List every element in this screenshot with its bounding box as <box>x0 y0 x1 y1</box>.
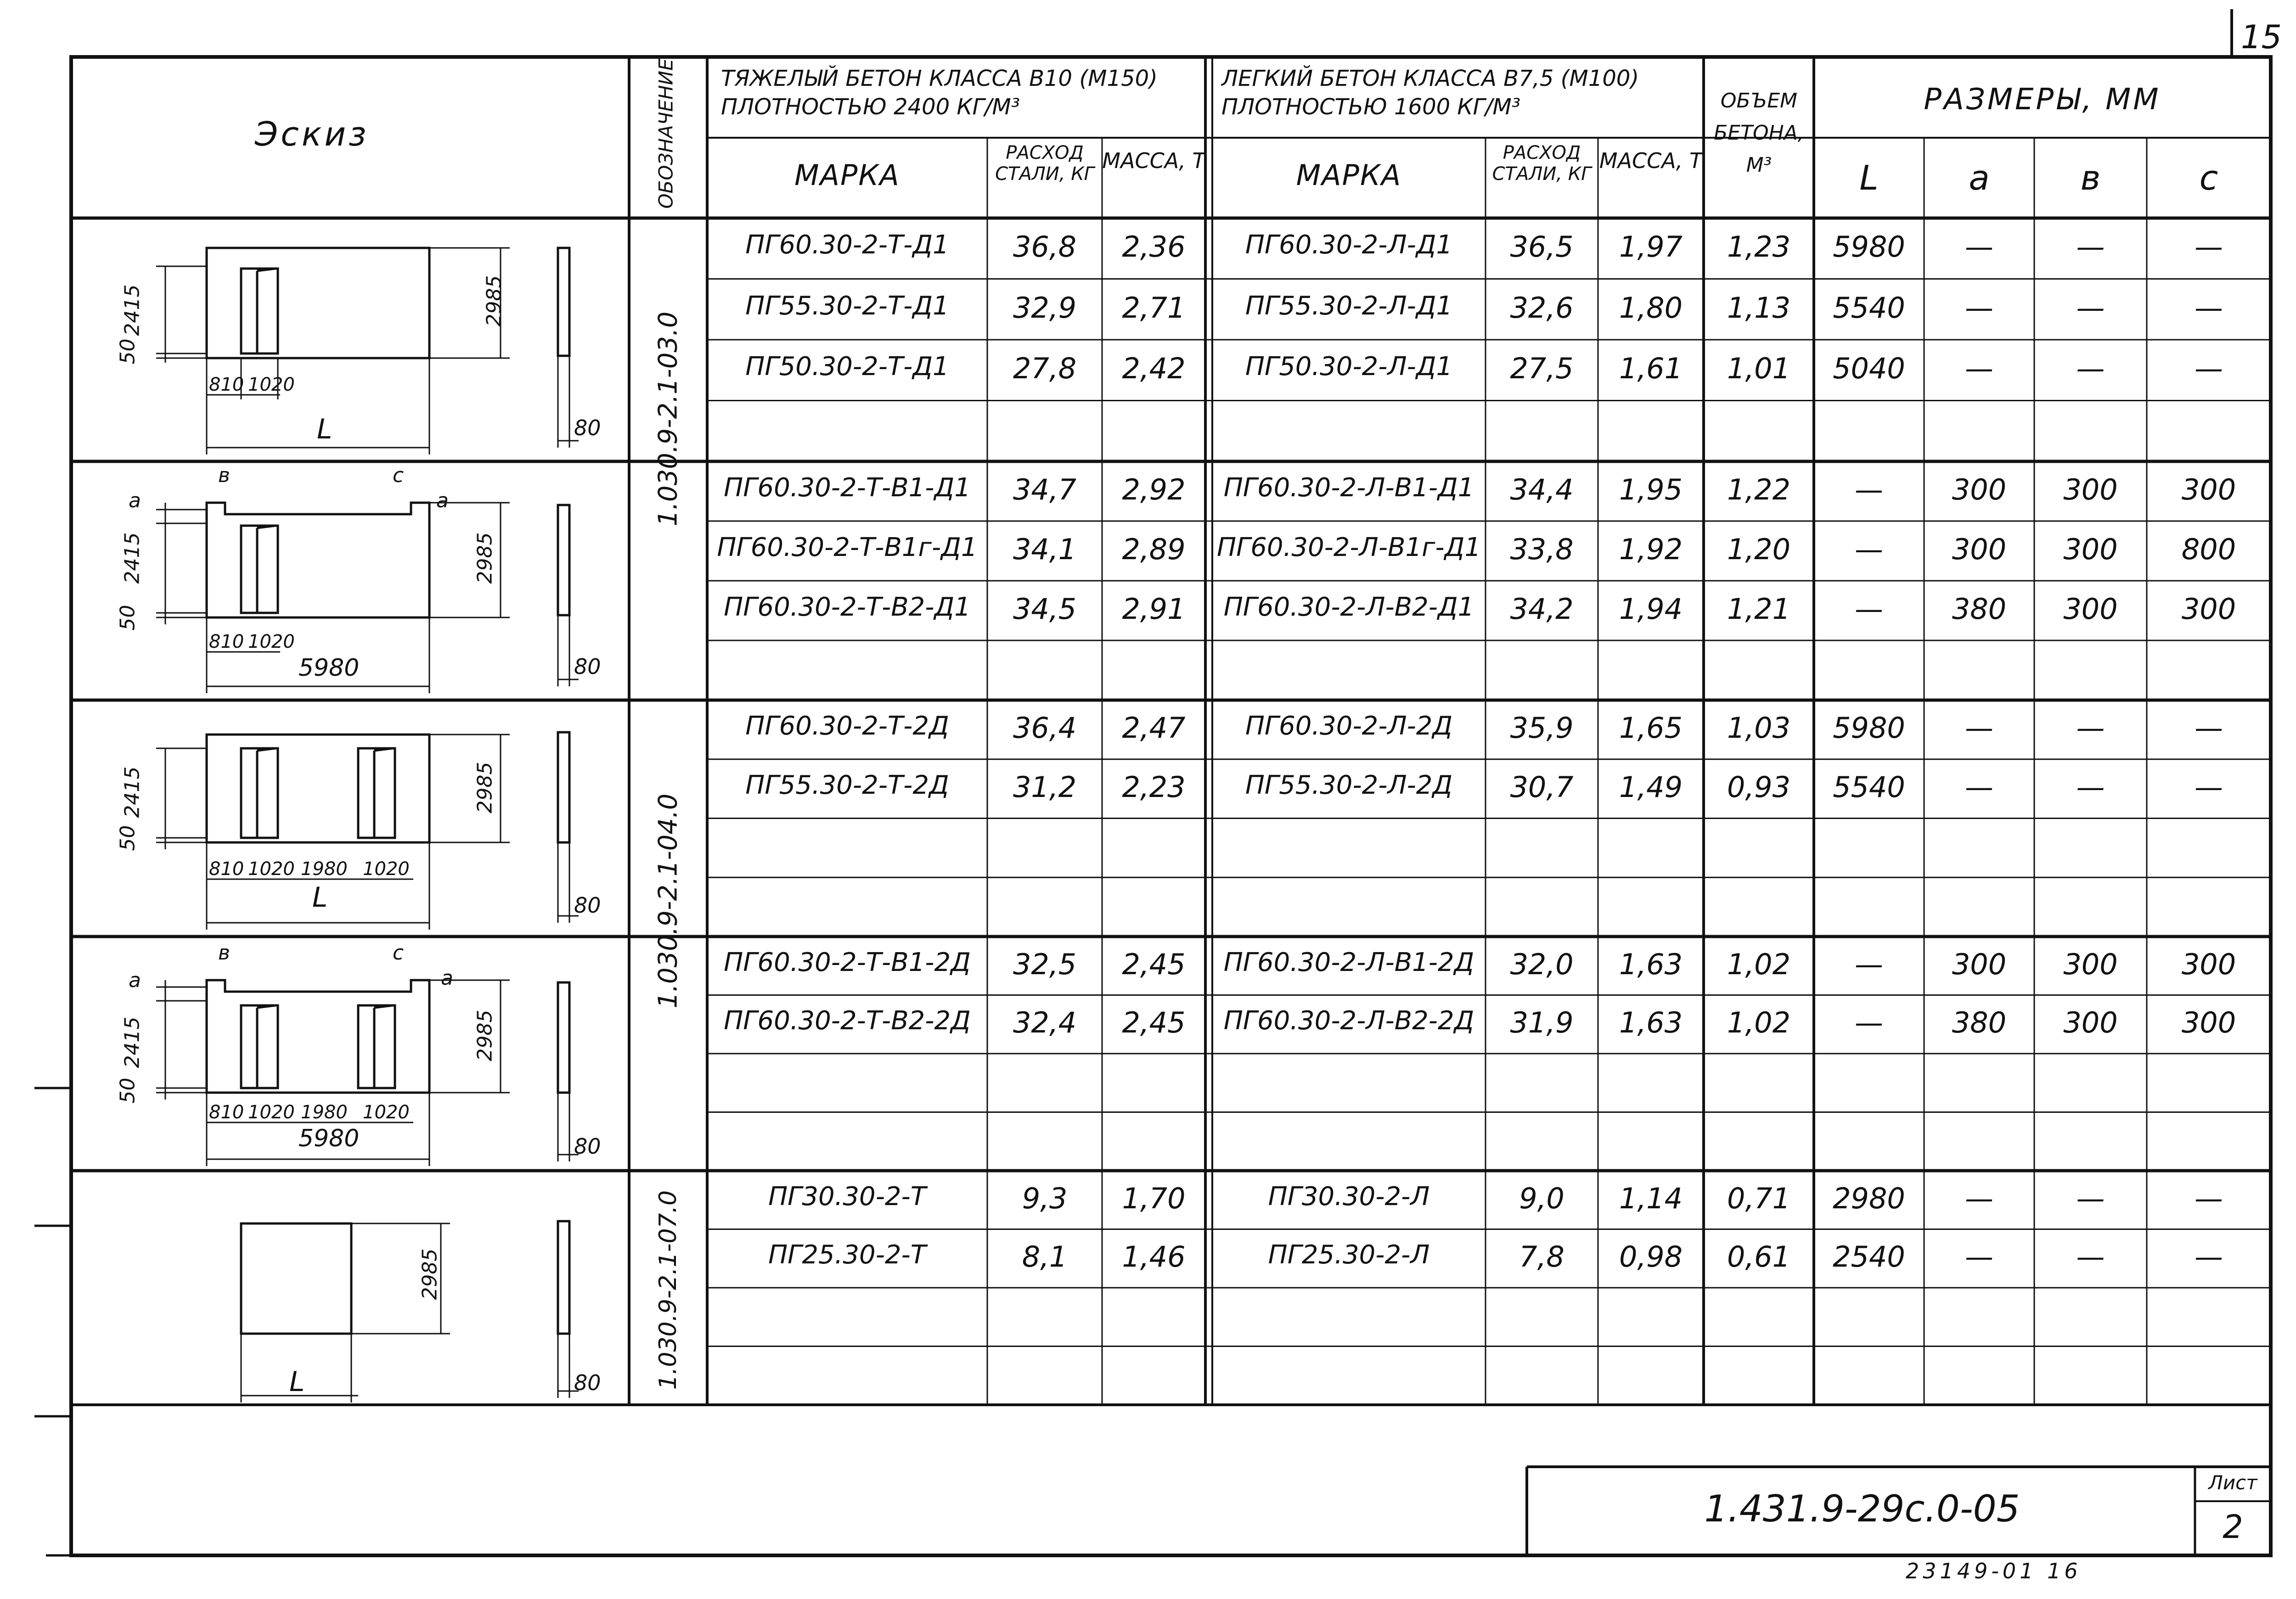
dim-b: в <box>218 941 230 965</box>
footer-number: 23149-01 16 <box>1906 1559 2082 1583</box>
cell-dim-c: — <box>2195 1181 2223 1215</box>
header-light-concrete: ЛЕГКИЙ БЕТОН КЛАССА В7,5 (М100) ПЛОТНОСТЬЮ 1600 КГ/М³ <box>1221 66 1639 120</box>
cell-mark-light: ПГ60.30-2-Л-2Д <box>1245 711 1453 741</box>
cell-mark-light: ПГ60.30-2-Л-В2-2Д <box>1223 1006 1474 1036</box>
title-code: 1.431.9-29с.0-05 <box>1704 1487 2020 1530</box>
dim-2415: 2415 <box>120 532 144 584</box>
cell-dim-c: 300 <box>2181 592 2236 626</box>
sheet-corner-number: 15 <box>2241 18 2282 56</box>
cell-dim-a: 300 <box>1952 473 2007 506</box>
cell-dim-b: — <box>2076 291 2105 325</box>
dim-1020: 1020 <box>248 1102 295 1123</box>
cell-mark-heavy: ПГ60.30-2-Т-В2-2Д <box>724 1006 971 1036</box>
header-mass-light: МАССА, Т <box>1599 148 1703 173</box>
header-dim-c: c <box>2199 158 2218 198</box>
dim-80: 80 <box>574 893 601 918</box>
cell-mark-heavy: ПГ25.30-2-Т <box>768 1240 926 1270</box>
cell-mass-light: 1,14 <box>1619 1181 1683 1215</box>
sketch-panel-4 <box>156 980 579 1166</box>
cell-steel-heavy: 8,1 <box>1022 1240 1068 1274</box>
dim-a: a <box>129 489 141 512</box>
cell-dim-c: 300 <box>2181 947 2236 981</box>
sketch-panel-1 <box>156 248 579 454</box>
cell-volume: 1,01 <box>1727 352 1791 386</box>
cell-dim-b: 300 <box>2063 947 2118 981</box>
header-volume: ОБЪЕМ БЕТОНА, М³ <box>1714 89 1804 177</box>
cell-steel-light: 7,8 <box>1519 1240 1564 1274</box>
cell-mass-heavy: 2,45 <box>1122 947 1186 981</box>
dim-L: L <box>312 881 328 914</box>
cell-mark-light: ПГ30.30-2-Л <box>1268 1181 1430 1212</box>
cell-dim-b: — <box>2076 1181 2105 1215</box>
cell-dim-L: 5040 <box>1833 352 1905 386</box>
cell-dim-a: 380 <box>1952 1006 2007 1040</box>
cell-dim-c: — <box>2195 770 2223 804</box>
group-designation: 1.030.9-2.1-07.0 <box>654 1190 682 1390</box>
cell-dim-L: — <box>1855 533 1883 566</box>
cell-dim-c: — <box>2195 291 2223 325</box>
sketch-panel-3 <box>156 732 579 930</box>
group-designation: 1.030.9-2.1-03.0 <box>653 311 683 527</box>
cell-mark-heavy: ПГ60.30-2-Т-2Д <box>745 711 949 741</box>
cell-mark-light: ПГ60.30-2-Л-Д1 <box>1245 230 1453 260</box>
header-mass-heavy: МАССА, Т <box>1102 148 1205 173</box>
cell-steel-light: 31,9 <box>1510 1006 1574 1040</box>
cell-mark-heavy: ПГ60.30-2-Т-В1-Д1 <box>724 473 971 503</box>
cell-mark-heavy: ПГ55.30-2-Т-Д1 <box>745 291 949 321</box>
cell-mark-light: ПГ55.30-2-Л-2Д <box>1245 770 1453 801</box>
dim-810: 810 <box>209 1102 244 1123</box>
cell-mark-heavy: ПГ60.30-2-Т-В1г-Д1 <box>717 533 978 562</box>
cell-mass-light: 1,61 <box>1619 352 1683 386</box>
cell-dim-c: 300 <box>2181 473 2236 506</box>
cell-mass-light: 1,63 <box>1619 947 1683 981</box>
cell-mark-heavy: ПГ60.30-2-Т-В2-Д1 <box>724 592 971 622</box>
dim-1980: 1980 <box>301 1102 348 1123</box>
sketch-panel-2 <box>156 503 579 693</box>
cell-mass-heavy: 1,46 <box>1122 1240 1186 1274</box>
cell-steel-light: 32,6 <box>1510 291 1574 325</box>
cell-steel-heavy: 32,5 <box>1013 947 1077 981</box>
cell-mass-heavy: 2,47 <box>1122 711 1186 745</box>
cell-dim-c: — <box>2195 352 2223 386</box>
cell-mass-heavy: 2,92 <box>1122 473 1186 506</box>
cell-dim-c: — <box>2195 1240 2223 1274</box>
cell-dim-L: — <box>1855 592 1883 626</box>
cell-dim-L: — <box>1855 947 1883 981</box>
dim-50: 50 <box>116 825 140 851</box>
cell-mark-heavy: ПГ60.30-2-Т-В1-2Д <box>724 947 971 977</box>
dim-a: a <box>441 966 453 990</box>
cell-steel-light: 9,0 <box>1519 1181 1564 1215</box>
cell-dim-a: — <box>1965 1181 1993 1215</box>
cell-mass-heavy: 2,23 <box>1122 770 1186 804</box>
cell-mass-light: 1,49 <box>1619 770 1683 804</box>
cell-mass-light: 1,95 <box>1619 473 1683 506</box>
cell-volume: 1,22 <box>1727 473 1791 506</box>
cell-steel-light: 36,5 <box>1510 230 1574 264</box>
cell-steel-heavy: 32,4 <box>1013 1006 1077 1040</box>
cell-dim-a: — <box>1965 711 1993 745</box>
dim-1020: 1020 <box>248 374 295 395</box>
cell-dim-c: 300 <box>2181 1006 2236 1040</box>
cell-dim-c: 800 <box>2181 533 2236 566</box>
dim-1020: 1020 <box>248 858 295 880</box>
cell-steel-heavy: 27,8 <box>1013 352 1077 386</box>
cell-volume: 0,71 <box>1727 1181 1791 1215</box>
cell-dim-c: — <box>2195 711 2223 745</box>
cell-volume: 1,23 <box>1727 230 1791 264</box>
cell-mass-light: 1,65 <box>1619 711 1683 745</box>
header-dim-a: a <box>1969 158 1990 198</box>
header-steel-heavy: РАСХОД СТАЛИ, КГ <box>995 142 1094 185</box>
cell-volume: 1,02 <box>1727 947 1791 981</box>
cell-mark-light: ПГ60.30-2-Л-В1-Д1 <box>1223 473 1474 503</box>
cell-dim-a: — <box>1965 770 1993 804</box>
dim-1020: 1020 <box>363 1102 410 1123</box>
cell-volume: 1,13 <box>1727 291 1791 325</box>
cell-mass-light: 0,98 <box>1619 1240 1683 1274</box>
cell-mass-light: 1,80 <box>1619 291 1683 325</box>
cell-steel-heavy: 36,8 <box>1013 230 1077 264</box>
cell-dim-b: — <box>2076 711 2105 745</box>
cell-dim-b: 300 <box>2063 1006 2118 1040</box>
dim-a: a <box>129 969 141 992</box>
cell-steel-heavy: 34,7 <box>1013 473 1077 506</box>
dim-c: c <box>393 941 404 965</box>
cell-dim-b: 300 <box>2063 473 2118 506</box>
cell-dim-L: 5540 <box>1833 291 1905 325</box>
cell-mark-heavy: ПГ60.30-2-Т-Д1 <box>745 230 949 260</box>
header-dimensions: РАЗМЕРЫ, ММ <box>1924 83 2161 117</box>
dim-2415: 2415 <box>120 1016 144 1068</box>
cell-dim-a: — <box>1965 1240 1993 1274</box>
header-sketch: Эскиз <box>255 115 369 153</box>
cell-steel-light: 35,9 <box>1510 711 1574 745</box>
dim-80: 80 <box>574 1134 601 1159</box>
dim-2985: 2985 <box>473 762 497 814</box>
cell-dim-L: 5980 <box>1833 711 1905 745</box>
dim-50: 50 <box>116 605 140 631</box>
cell-dim-b: — <box>2076 352 2105 386</box>
cell-dim-b: — <box>2076 230 2105 264</box>
cell-volume: 1,03 <box>1727 711 1791 745</box>
cell-mass-light: 1,94 <box>1619 592 1683 626</box>
dim-50: 50 <box>116 338 140 365</box>
dim-c: c <box>393 464 404 487</box>
dim-2985: 2985 <box>473 532 497 584</box>
dim-5980: 5980 <box>298 654 360 682</box>
dim-2985: 2985 <box>473 1010 497 1061</box>
cell-steel-heavy: 36,4 <box>1013 711 1077 745</box>
dim-2415: 2415 <box>120 284 144 336</box>
dim-1020: 1020 <box>363 858 410 880</box>
cell-dim-L: 5980 <box>1833 230 1905 264</box>
dim-2415: 2415 <box>120 766 144 818</box>
cell-volume: 0,61 <box>1727 1240 1791 1274</box>
dim-810: 810 <box>209 631 244 652</box>
cell-steel-light: 34,2 <box>1510 592 1574 626</box>
dim-2985: 2985 <box>482 275 506 327</box>
cell-dim-a: — <box>1965 291 1993 325</box>
cell-steel-light: 27,5 <box>1510 352 1574 386</box>
cell-mark-light: ПГ50.30-2-Л-Д1 <box>1245 352 1453 382</box>
cell-volume: 1,20 <box>1727 533 1791 566</box>
dim-810: 810 <box>209 858 244 880</box>
cell-dim-L: — <box>1855 473 1883 506</box>
dim-5980: 5980 <box>298 1125 360 1152</box>
cell-mass-light: 1,97 <box>1619 230 1683 264</box>
dim-a: a <box>436 489 449 512</box>
cell-mass-heavy: 2,89 <box>1122 533 1186 566</box>
cell-dim-L: 5540 <box>1833 770 1905 804</box>
dim-b: в <box>218 464 230 487</box>
cell-dim-b: — <box>2076 1240 2105 1274</box>
dim-2985: 2985 <box>418 1248 442 1300</box>
cell-steel-light: 34,4 <box>1510 473 1574 506</box>
cell-steel-heavy: 34,1 <box>1013 533 1077 566</box>
cell-dim-a: 380 <box>1952 592 2007 626</box>
cell-mark-light: ПГ25.30-2-Л <box>1268 1240 1430 1270</box>
cell-mass-heavy: 2,36 <box>1122 230 1186 264</box>
cell-mark-light: ПГ55.30-2-Л-Д1 <box>1245 291 1453 321</box>
cell-steel-heavy: 34,5 <box>1013 592 1077 626</box>
dim-80: 80 <box>574 654 601 679</box>
cell-dim-a: — <box>1965 352 1993 386</box>
cell-steel-heavy: 9,3 <box>1022 1181 1068 1215</box>
header-heavy-concrete: ТЯЖЕЛЫЙ БЕТОН КЛАССА В10 (М150) ПЛОТНОСТЬЮ 2400 КГ/М³ <box>721 66 1158 120</box>
cell-mass-light: 1,63 <box>1619 1006 1683 1040</box>
dim-1980: 1980 <box>301 858 348 880</box>
group-designation: 1.030.9-2.1-04.0 <box>653 793 683 1009</box>
cell-volume: 1,02 <box>1727 1006 1791 1040</box>
header-mark-light: МАРКА <box>1296 158 1402 192</box>
cell-steel-heavy: 31,2 <box>1013 770 1077 804</box>
cell-mass-heavy: 2,71 <box>1122 291 1186 325</box>
dim-810: 810 <box>209 374 244 395</box>
cell-dim-b: 300 <box>2063 533 2118 566</box>
cell-steel-light: 30,7 <box>1510 770 1574 804</box>
cell-dim-L: — <box>1855 1006 1883 1040</box>
cell-steel-light: 33,8 <box>1510 533 1574 566</box>
cell-dim-a: — <box>1965 230 1993 264</box>
dim-80: 80 <box>574 415 601 440</box>
header-steel-light: РАСХОД СТАЛИ, КГ <box>1492 142 1592 185</box>
cell-dim-a: 300 <box>1952 533 2007 566</box>
cell-dim-a: 300 <box>1952 947 2007 981</box>
header-designation: ОБОЗНАЧЕНИЕ <box>654 58 677 209</box>
dim-80: 80 <box>574 1370 601 1395</box>
cell-volume: 0,93 <box>1727 770 1791 804</box>
header-mark-heavy: МАРКА <box>794 158 900 192</box>
cell-volume: 1,21 <box>1727 592 1791 626</box>
cell-steel-heavy: 32,9 <box>1013 291 1077 325</box>
cell-mark-light: ПГ60.30-2-Л-В2-Д1 <box>1223 592 1474 622</box>
cell-mass-heavy: 2,91 <box>1122 592 1186 626</box>
cell-dim-L: 2540 <box>1833 1240 1905 1274</box>
cell-mass-light: 1,92 <box>1619 533 1683 566</box>
sheet-number: 2 <box>2223 1508 2243 1546</box>
cell-mark-heavy: ПГ50.30-2-Т-Д1 <box>745 352 949 382</box>
cell-mass-heavy: 2,45 <box>1122 1006 1186 1040</box>
header-dim-L: L <box>1859 158 1879 198</box>
dim-50: 50 <box>116 1077 140 1104</box>
sheet-label: Лист <box>2208 1471 2257 1494</box>
dim-1020: 1020 <box>248 631 295 652</box>
cell-dim-L: 2980 <box>1833 1181 1905 1215</box>
cell-mark-light: ПГ60.30-2-Л-В1г-Д1 <box>1216 533 1481 562</box>
cell-dim-b: 300 <box>2063 592 2118 626</box>
cell-mass-heavy: 1,70 <box>1122 1181 1186 1215</box>
dim-L: L <box>289 1366 305 1398</box>
cell-dim-b: — <box>2076 770 2105 804</box>
cell-steel-light: 32,0 <box>1510 947 1574 981</box>
cell-mass-heavy: 2,42 <box>1122 352 1186 386</box>
cell-mark-heavy: ПГ55.30-2-Т-2Д <box>745 770 949 801</box>
cell-dim-c: — <box>2195 230 2223 264</box>
cell-mark-light: ПГ60.30-2-Л-В1-2Д <box>1223 947 1474 977</box>
header-dim-b: в <box>2080 158 2101 198</box>
cell-mark-heavy: ПГ30.30-2-Т <box>768 1181 926 1212</box>
dim-L: L <box>317 413 332 445</box>
